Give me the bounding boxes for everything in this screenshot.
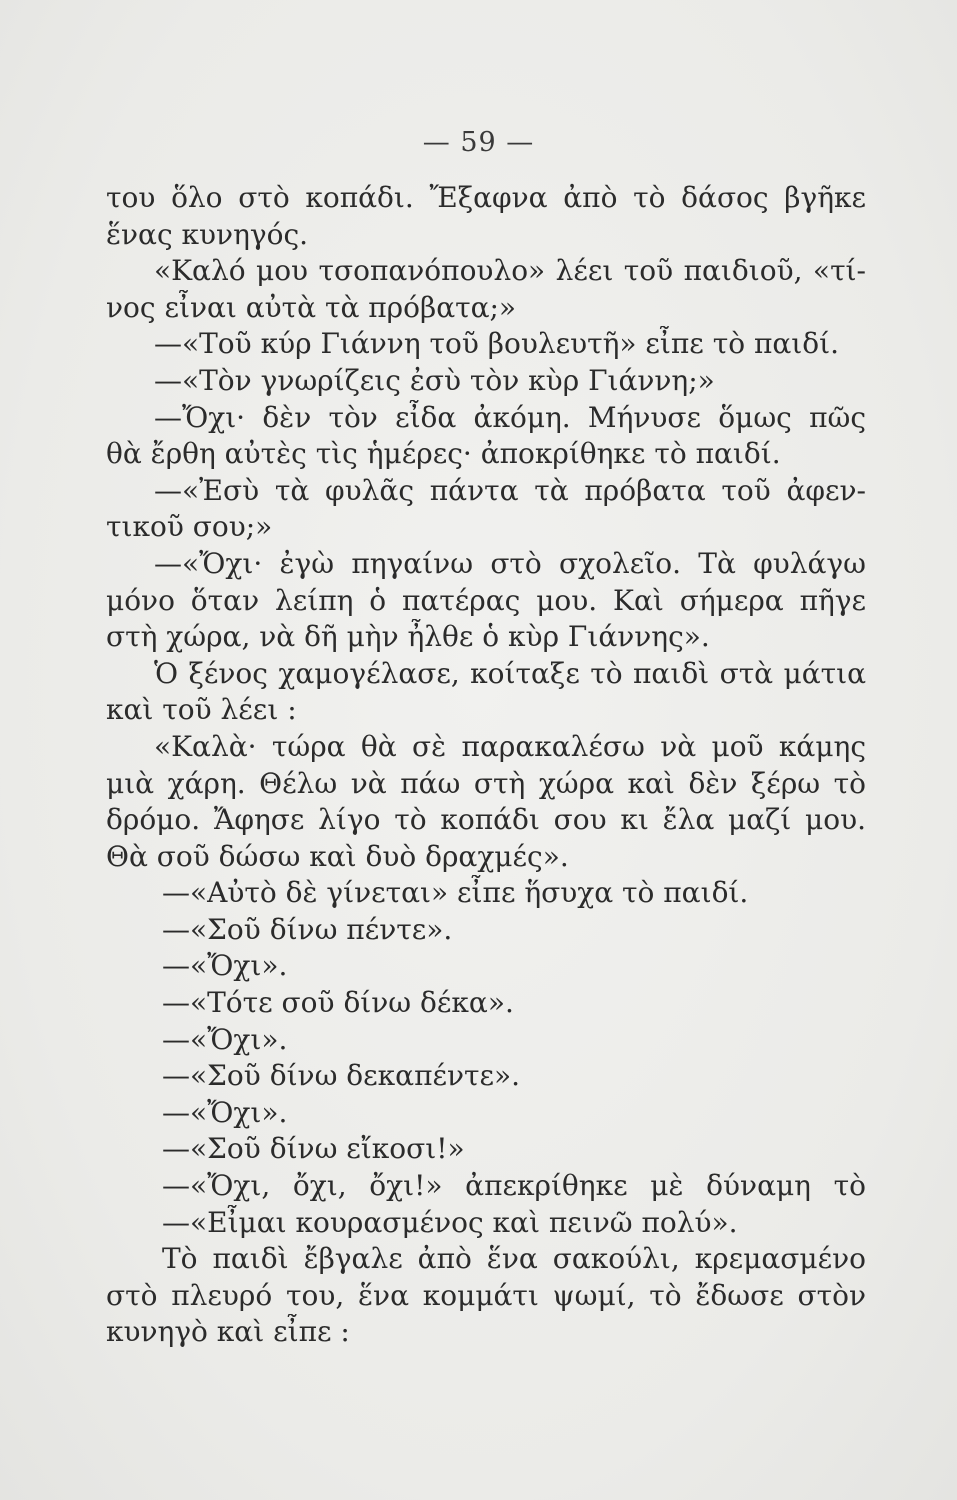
text-line-2: ἕνας κυνηγός.: [106, 217, 309, 251]
text-line-13: στὴ χώρα, νὰ δῆ μὴν ἦλθε ὁ κὺρ Γιάννης».: [106, 620, 710, 654]
text-line-5: —«Τοῦ κύρ Γιάννη τοῦ βουλευτῆ» εἶπε τὸ παιδί.: [154, 327, 839, 361]
text-line-25: —«Σοῦ δίνω δεκαπέντε».: [162, 1059, 521, 1093]
text-line-14: Ὁ ξένος χαμογέλασε, κοίταξε τὸ παιδὶ στὰ μάτια: [154, 656, 866, 690]
text-line-17: μιὰ χάρη. Θέλω νὰ πάω στὴ χώρα καὶ δὲν ξέρω τὸ: [106, 766, 866, 800]
body-text: [106, 180, 866, 1351]
text-line-15: καὶ τοῦ λέει :: [106, 693, 297, 727]
text-line-26: —«Ὄχι».: [162, 1095, 288, 1129]
text-line-9: —«Ἐσὺ τὰ φυλᾶς πάντα τὰ πρόβατα τοῦ ἀφεν-: [154, 473, 866, 507]
text-line-3: «Καλό μου τσοπανόπουλο» λέει τοῦ παιδιοῦ, «τί-: [154, 254, 866, 288]
text-line-31: στὸ πλευρό του, ἕνα κομμάτι ψωμί, τὸ ἔδωσε στὸν: [106, 1278, 866, 1312]
text-line-28: —«Ὄχι, ὄχι, ὄχι!» ἀπεκρίθηκε μὲ δύναμη τὸ: [162, 1169, 866, 1203]
text-line-20: —«Αὐτὸ δὲ γίνεται» εἶπε ἥσυχα τὸ παιδί.: [162, 876, 749, 910]
text-line-23: —«Τότε σοῦ δίνω δέκα».: [162, 986, 514, 1020]
text-line-30: Τὸ παιδὶ ἔβγαλε ἀπὸ ἕνα σακούλι, κρεμασμένο: [162, 1242, 866, 1276]
text-line-24: —«Ὄχι».: [162, 1022, 288, 1056]
text-line-4: νος εἶναι αὐτὰ τὰ πρόβατα;»: [106, 290, 517, 324]
text-line-12: μόνο ὅταν λείπη ὁ πατέρας μου. Καὶ σήμερα πῆγε: [106, 583, 866, 617]
text-line-32: κυνηγὸ καὶ εἶπε :: [106, 1315, 350, 1349]
text-line-7: —Ὄχι· δὲν τὸν εἶδα ἀκόμη. Μήνυσε ὅμως πῶς: [154, 400, 866, 434]
text-line-22: —«Ὄχι».: [162, 949, 288, 983]
text-line-6: —«Τὸν γνωρίζεις ἐσὺ τὸν κὺρ Γιάννη;»: [154, 363, 715, 397]
text-line-21: —«Σοῦ δίνω πέντε».: [162, 912, 453, 946]
text-line-18: δρόμο. Ἄφησε λίγο τὸ κοπάδι σου κι ἔλα μαζί μου.: [106, 803, 866, 837]
text-line-19: Θὰ σοῦ δώσω καὶ δυὸ δραχμές».: [106, 839, 569, 873]
text-line-11: —«Ὄχι· ἐγὼ πηγαίνω στὸ σχολεῖο. Τὰ φυλάγω: [154, 546, 866, 580]
text-line-8: θὰ ἔρθη αὐτὲς τὶς ἡμέρες· ἀποκρίθηκε τὸ παιδί.: [106, 437, 781, 471]
text-line-10: τικοῦ σου;»: [106, 510, 273, 544]
text-line-16: «Καλὰ· τώρα θὰ σὲ παρακαλέσω νὰ μοῦ κάμης: [154, 729, 866, 763]
text-line-27: —«Σοῦ δίνω εἴκοσι!»: [162, 1132, 465, 1166]
page-number: — 59 —: [422, 127, 535, 158]
text-line-29: —«Εἶμαι κουρασμένος καὶ πεινῶ πολύ».: [162, 1205, 738, 1239]
text-line-1: του ὅλο στὸ κοπάδι. Ἔξαφνα ἀπὸ τὸ δάσος βγῆκε: [106, 181, 866, 214]
